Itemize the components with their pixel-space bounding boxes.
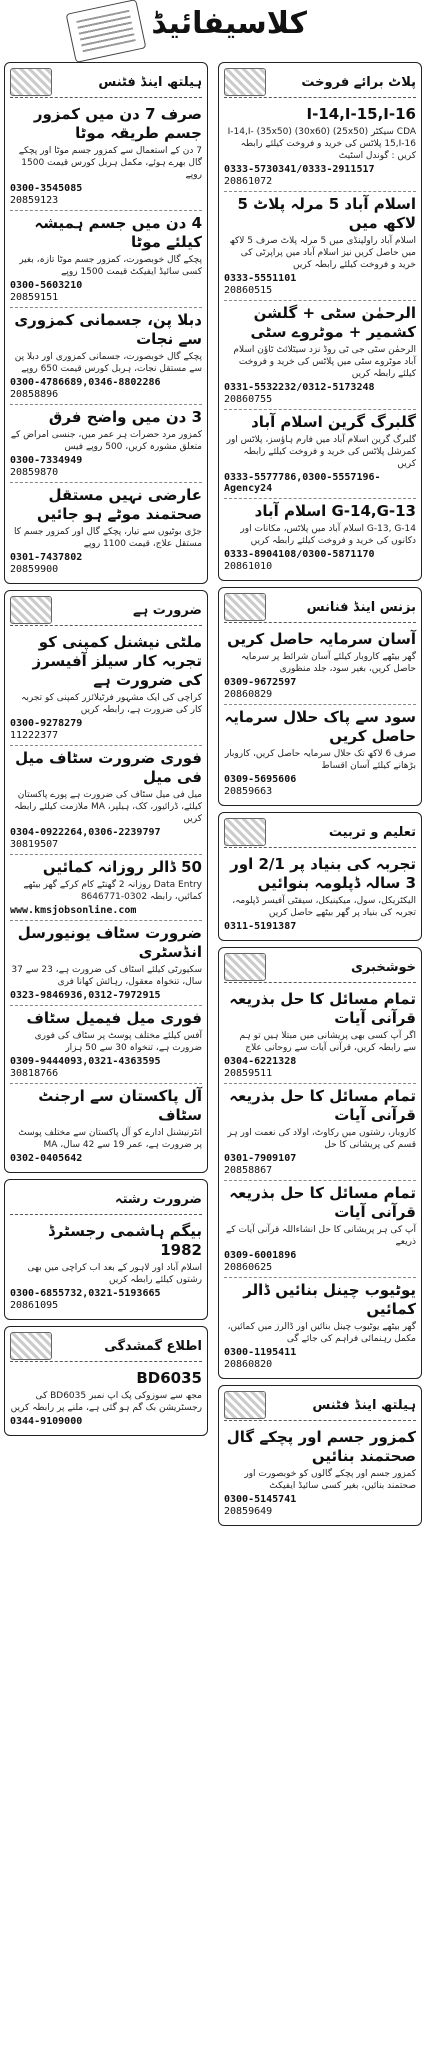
section-header bbox=[10, 595, 202, 626]
ad-headline: ضرورت سٹاف یونیورسل انڈسٹری bbox=[17, 924, 202, 961]
section-title: تعلیم و تربیت bbox=[328, 824, 416, 840]
section-header bbox=[224, 952, 416, 983]
ad-headline: دبلا پن، جسمانی کمزوری سے نجات bbox=[14, 311, 202, 348]
ad-phone: 0302-0405642 bbox=[10, 1153, 83, 1164]
ad-code: 20859870 bbox=[10, 467, 59, 478]
section-rishta bbox=[4, 1179, 208, 1320]
ad-headline: تمام مسائل کا حل بذریعہ قرآنی آیات bbox=[229, 990, 416, 1027]
fitness-people-icon bbox=[224, 1391, 266, 1419]
ad-headline: بیگم ہاشمی رجسٹرڈ 1982 bbox=[48, 1222, 202, 1259]
calculator-icon bbox=[224, 593, 266, 621]
ad-code: 20859123 bbox=[10, 195, 59, 206]
ad-phone: 0301-7437802 bbox=[10, 552, 83, 563]
ad-phone: 0344-9109000 bbox=[10, 1416, 83, 1427]
ad-code: 20859663 bbox=[224, 786, 273, 797]
classified-ad bbox=[224, 627, 416, 705]
ad-phone: 0309-5695606 bbox=[224, 774, 297, 785]
ad-body: کمزور جسم اور پچکے گالوں کو خوبصورت اور صحتمند بنائیں، بغیر کسی سائیڈ ایفیکٹ bbox=[244, 1469, 416, 1491]
megaphone-icon bbox=[10, 1332, 52, 1360]
ad-code: 20860755 bbox=[224, 394, 273, 405]
section-title: ضرورت ہے bbox=[132, 602, 202, 618]
classified-ad bbox=[10, 483, 202, 579]
section-header bbox=[10, 1331, 202, 1362]
ad-phone: 0323-9846936,0312-7972915 bbox=[10, 990, 161, 1001]
ad-phone: 0309-9444093,0321-4363595 bbox=[10, 1056, 161, 1067]
praying-hands-icon bbox=[224, 953, 266, 981]
ad-headline: صرف 7 دن میں کمزور جسم طریقہ موٹا bbox=[33, 105, 202, 142]
ad-headline: الرحمٰن سٹی + گلشن کشمیر + موٹروے سٹی bbox=[250, 304, 416, 341]
classified-ad bbox=[10, 1084, 202, 1168]
classified-ad bbox=[10, 405, 202, 483]
classified-ad bbox=[10, 855, 202, 921]
section-zaroorat bbox=[4, 590, 208, 1173]
ad-code: 20860625 bbox=[224, 1262, 273, 1273]
ad-headline: آل پاکستان سے ارجنٹ سٹاف bbox=[38, 1087, 202, 1124]
ad-headline: تمام مسائل کا حل بذریعہ قرآنی آیات bbox=[229, 1184, 416, 1221]
ad-headline: عارضی نہیں مستقل صحتمند موٹے ہو جائیں bbox=[37, 486, 202, 523]
section-business bbox=[218, 587, 422, 806]
fitness-people-icon bbox=[10, 68, 52, 96]
ad-code: 20861095 bbox=[10, 1300, 59, 1311]
ad-phone: 0300-6855732,0321-5193665 bbox=[10, 1288, 161, 1299]
section-header bbox=[224, 1390, 416, 1421]
ad-body: CDA سیکٹر (25x50) (30x60) (35x50) I-14,I-15,I-16 پلاٹس کی خرید و فروخت کیلئے رابطہ کریں : گوندل اسٹیٹ bbox=[227, 127, 416, 161]
ad-headline: سود سے پاک حلال سرمایہ حاصل کریں bbox=[224, 708, 416, 745]
section-header bbox=[224, 592, 416, 623]
ad-body: جڑی بوٹیوں سے تیار، پچکے گال اور کمزور جسم کا مستقل علاج، قیمت 1100 روپے bbox=[13, 527, 202, 549]
section-health-2 bbox=[218, 1385, 422, 1526]
classified-ad bbox=[10, 746, 202, 855]
ad-body: پچکے گال خوبصورت، جسمانی کمزوری اور دبلا پن سے مستقل نجات، ہربل کورس قیمت 650 روپے bbox=[14, 352, 202, 374]
classified-ad bbox=[10, 308, 202, 405]
ad-headline: BD6035 bbox=[136, 1369, 202, 1387]
ad-body: گھر بیٹھے کاروبار کیلئے آسان شرائط پر سرمایہ حاصل کریں، بغیر سود، جلد منظوری bbox=[241, 652, 416, 674]
ad-phone: 0333-5551101 bbox=[224, 273, 297, 284]
ad-body: کاروبار، رشتوں میں رکاوٹ، اولاد کی نعمت اور ہر قسم کی پریشانی کا حل bbox=[227, 1128, 416, 1150]
classified-ad bbox=[10, 630, 202, 746]
section-title: پلاٹ برائے فروخت bbox=[301, 74, 416, 90]
ad-code: 30819507 bbox=[10, 839, 59, 850]
ad-phone: 0333-8904108/0300-5871170 bbox=[224, 549, 375, 560]
ad-body: 7 دن کے استعمال سے کمزور جسم موٹا اور پچکے گال بھرے ہوئے، مکمل ہربل کورس قیمت 1500 روپے bbox=[18, 146, 202, 180]
ad-phone: 0309-9672597 bbox=[224, 677, 297, 688]
classified-ad bbox=[224, 705, 416, 801]
section-khushkhabri bbox=[218, 947, 422, 1379]
ad-phone: 0300-4786689,0346-8802286 bbox=[10, 377, 161, 388]
ad-code: 20860829 bbox=[224, 689, 273, 700]
ad-body: گلبرگ گرین اسلام آباد میں فارم ہاؤسز، پلاٹس اور کمرشل پلاٹس کی خرید و فروخت کیلئے رابطہ کریں bbox=[226, 435, 416, 469]
ad-code: 20858867 bbox=[224, 1165, 273, 1176]
ad-headline: آسان سرمایہ حاصل کریں bbox=[227, 630, 416, 648]
ad-phone: 0304-6221328 bbox=[224, 1056, 297, 1067]
classified-ad bbox=[224, 1425, 416, 1521]
ad-code: 20861010 bbox=[224, 561, 273, 572]
classified-ad bbox=[224, 1084, 416, 1181]
ad-code: 20861072 bbox=[224, 176, 273, 187]
ad-phone: 0333-5730341/0333-2911517 bbox=[224, 164, 375, 175]
ad-phone: 0331-5532232/0312-5173248 bbox=[224, 382, 375, 393]
ad-body: الرحمٰن سٹی جی ٹی روڈ نزد سیٹلائٹ ٹاؤن اسلام آباد موٹروے سٹی میں پلاٹس کی خرید و فروخت کیلئے رابطہ کریں bbox=[233, 345, 416, 379]
classified-ad bbox=[10, 1006, 202, 1084]
section-title: اطلاع گمشدگی bbox=[104, 1338, 202, 1354]
books-icon bbox=[224, 818, 266, 846]
section-title: بزنس اینڈ فنانس bbox=[306, 599, 416, 615]
classified-ad bbox=[224, 499, 416, 576]
ad-headline: کمزور جسم اور پچکے گال صحتمند بنائیں bbox=[226, 1428, 416, 1465]
ad-phone: 0300-9278279 bbox=[10, 718, 83, 729]
ad-body: مجھ سے سوزوکی پک اپ نمبر BD6035 کی رجسٹریشن بک گم ہو گئی ہے، ملنے پر رابطہ کریں bbox=[10, 1391, 202, 1413]
house-icon bbox=[224, 68, 266, 96]
ad-headline: G-14,G-13 اسلام آباد bbox=[254, 502, 416, 520]
section-gumshudgi bbox=[4, 1326, 208, 1436]
ad-code: 30818766 bbox=[10, 1068, 59, 1079]
section-header bbox=[224, 817, 416, 848]
classified-ad bbox=[10, 102, 202, 211]
ad-code: 20859900 bbox=[10, 564, 59, 575]
classified-ad bbox=[10, 211, 202, 308]
ad-headline: گلبرگ گرین اسلام آباد bbox=[251, 413, 416, 431]
ad-code: 20859151 bbox=[10, 292, 59, 303]
classified-ad bbox=[224, 852, 416, 936]
classified-ad bbox=[10, 921, 202, 1006]
section-header bbox=[10, 1184, 202, 1215]
ad-phone: www.kmsjobsonline.com bbox=[10, 905, 137, 916]
classified-ad bbox=[224, 1278, 416, 1374]
ad-body: سکیورٹی کیلئے اسٹاف کی ضرورت ہے، 23 سے 37 سال، تنخواہ معقول، رہائش کھانا فری bbox=[11, 965, 202, 987]
ad-headline: فوری میل فیمیل سٹاف bbox=[26, 1009, 202, 1027]
section-title: ضرورت رشتہ bbox=[115, 1191, 202, 1207]
classified-ad bbox=[10, 1219, 202, 1315]
ad-headline: ملٹی نیشنل کمپنی کو تجربہ کار سیلز آفیسرز کی ضرورت ہے bbox=[32, 633, 202, 689]
ad-body: Data Entry روزانہ 2 گھنٹے کام کرکے گھر بیٹھے کمائیں، رابطہ 0302-8646771 bbox=[23, 880, 202, 902]
ad-code: 11222377 bbox=[10, 730, 59, 741]
classified-ad bbox=[224, 410, 416, 499]
ad-body: آپ کی ہر پریشانی کا حل انشاءاللہ قرآنی آیات کے ذریعے bbox=[226, 1225, 416, 1247]
ad-headline: فوری ضرورت سٹاف میل فی میل bbox=[15, 749, 202, 786]
ad-phone: 0300-1195411 bbox=[224, 1347, 297, 1358]
ad-body: میل فی میل سٹاف کی ضرورت ہے پورے پاکستان کیلئے، ڈرائیور، کک، ہیلپر، MA ملازمت کیلئے رابطہ کریں bbox=[14, 790, 202, 824]
ad-code: 20858896 bbox=[10, 389, 59, 400]
section-title: ہیلتھ اینڈ فٹنس bbox=[312, 1397, 416, 1413]
ad-phone: 0300-5603210 bbox=[10, 280, 83, 291]
ad-phone: 0300-7334949 bbox=[10, 455, 83, 466]
ad-phone: 0311-5191387 bbox=[224, 921, 297, 932]
classified-ad bbox=[224, 192, 416, 301]
ad-code: 20860820 bbox=[224, 1359, 273, 1370]
ad-code: 20860515 bbox=[224, 285, 273, 296]
section-health-1 bbox=[4, 62, 208, 584]
ad-headline: یوٹیوب چینل بنائیں ڈالر کمائیں bbox=[243, 1281, 416, 1318]
section-title: ہیلتھ اینڈ فٹنس bbox=[98, 74, 202, 90]
ad-phone: 0300-3545085 bbox=[10, 183, 83, 194]
ad-headline: 50 ڈالر روزانہ کمائیں bbox=[42, 858, 202, 876]
ad-headline: اسلام آباد 5 مرلہ پلاٹ 5 لاکھ میں bbox=[237, 195, 416, 232]
section-plots bbox=[218, 62, 422, 581]
ad-body: کمزور مرد حضرات ہر عمر میں، جنسی امراض کے متعلق مشورہ کریں، 500 روپے فیس bbox=[10, 430, 202, 452]
ad-headline: تجربہ کی بنیاد پر 2/1 اور 3 سالہ ڈپلومہ بنوائیں bbox=[230, 855, 416, 892]
page-title: کلاسیفائیڈ bbox=[151, 6, 307, 41]
ad-phone: 0333-5577786,0300-5557196-Agency24 bbox=[224, 472, 381, 494]
ad-body: اسلام آباد راولپنڈی میں 5 مرلہ پلاٹ صرف 5 لاکھ میں حاصل کریں نیز اسلام آباد میں پراپرٹی کی خرید و فروخت کیلئے رابطہ کریں bbox=[229, 236, 416, 270]
ad-body: اگر آپ کسی بھی پریشانی میں مبتلا ہیں تو ہم سے رابطہ کریں، قرآنی آیات سے روحانی علاج bbox=[239, 1031, 416, 1053]
ad-headline: تمام مسائل کا حل بذریعہ قرآنی آیات bbox=[229, 1087, 416, 1124]
ad-body: آفس کیلئے مختلف پوسٹ پر سٹاف کی فوری ضرورت ہے، تنخواہ 30 سے 50 ہزار bbox=[34, 1031, 202, 1053]
ad-headline: 4 دن میں جسم ہمیشہ کیلئے موٹا bbox=[34, 214, 202, 251]
ad-phone: 0309-6001896 bbox=[224, 1250, 297, 1261]
section-header bbox=[224, 67, 416, 98]
ad-phone: 0300-5145741 bbox=[224, 1494, 297, 1505]
ad-headline: 3 دن میں واضح فرق bbox=[48, 408, 202, 426]
section-header bbox=[10, 67, 202, 98]
ad-body: اسلام آباد اور لاہور کے بعد اب کراچی میں بھی رشتوں کیلئے رابطہ کریں bbox=[27, 1263, 202, 1285]
right-column bbox=[218, 62, 422, 1532]
ad-body: انٹرنیشنل ادارے کو آل پاکستان سے مختلف پوسٹ پر ضرورت ہے، عمر 19 سے 42 سال، MA bbox=[18, 1128, 202, 1150]
classified-ad bbox=[224, 1181, 416, 1278]
ad-phone: 0301-7909107 bbox=[224, 1153, 297, 1164]
classified-ad bbox=[224, 102, 416, 192]
section-taleem bbox=[218, 812, 422, 941]
gears-icon bbox=[10, 596, 52, 624]
ad-body: کراچی کی ایک مشہور فرٹیلائزر کمپنی کو تجربہ کار کی ضرورت ہے، رابطہ کریں bbox=[21, 693, 202, 715]
ad-code: 20859649 bbox=[224, 1506, 273, 1517]
ad-phone: 0304-0922264,0306-2239797 bbox=[10, 827, 161, 838]
ad-code: 20859511 bbox=[224, 1068, 273, 1079]
masthead bbox=[0, 0, 427, 58]
ad-body: گھر بیٹھے یوٹیوب چینل بنائیں اور ڈالرز میں کمائیں، مکمل رہنمائی فراہم کی جائے گی bbox=[227, 1322, 416, 1344]
ad-body: الیکٹریکل، سول، میکینیکل، سیفٹی آفیسر ڈپلومہ، تجربہ کی بنیاد پر گھر بیٹھے حاصل کریں bbox=[232, 896, 416, 918]
classified-ad bbox=[10, 1366, 202, 1431]
newspaper-icon bbox=[66, 0, 147, 63]
classified-ad bbox=[224, 301, 416, 410]
section-title: خوشخبری bbox=[351, 959, 416, 975]
ad-headline: I-14,I-15,I-16 bbox=[306, 105, 416, 123]
ad-body: G-13, G-14 اسلام آباد میں پلاٹس، مکانات اور دکانوں کی خرید و فروخت کیلئے رابطہ کریں bbox=[240, 524, 416, 546]
classified-ad bbox=[224, 987, 416, 1084]
ad-body: پچکے گال خوبصورت، کمزور جسم موٹا تازہ، بغیر کسی سائیڈ ایفیکٹ قیمت 1500 روپے bbox=[19, 255, 202, 277]
ad-body: صرف 6 لاکھ تک حلال سرمایہ حاصل کریں، کاروبار بڑھانے کیلئے آسان اقساط bbox=[224, 749, 416, 771]
left-column bbox=[4, 62, 208, 1442]
